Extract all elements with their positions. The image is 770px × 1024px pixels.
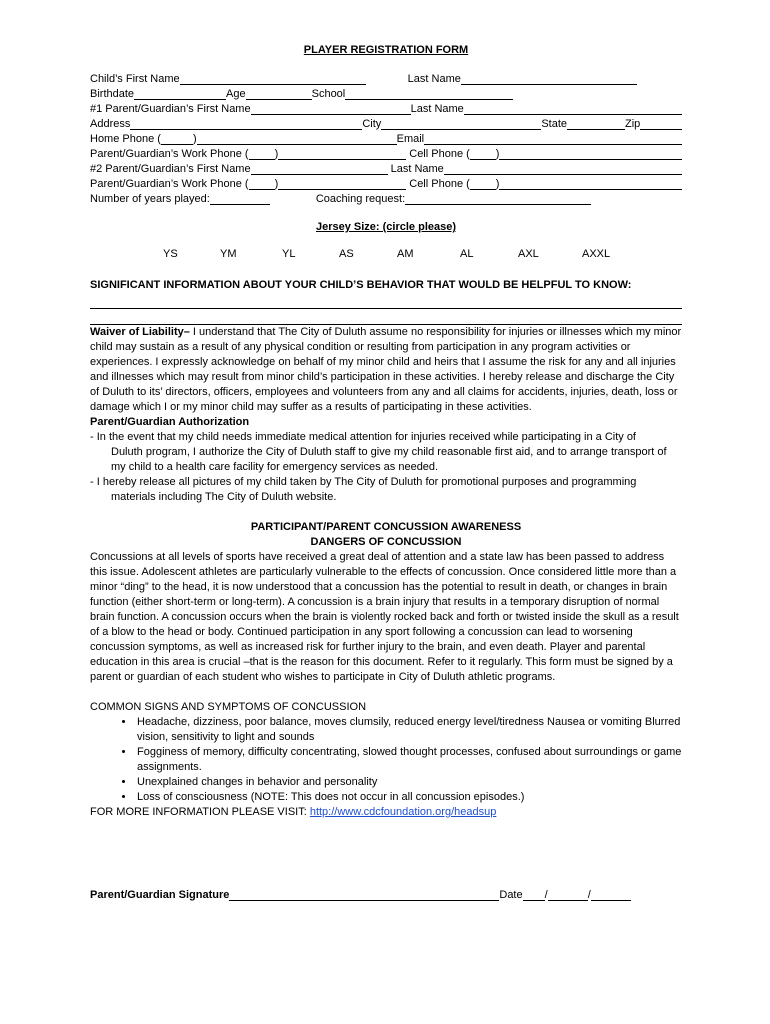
parent2-cell-phone-field[interactable]	[499, 178, 682, 190]
parent2-last-name-field[interactable]	[444, 163, 682, 175]
list-item: • Unexplained changes in behavior and personality	[135, 775, 682, 790]
waiver-text: I understand that The City of Duluth assume no responsibility for injuries or illnesses which my minor child may sustain as a result of any physical condition or resulting from participation in any program activities or experiences. I expressly acknowledge on behalf of my minor child and heirs that I assume the risk for any and all injuries and illnesses which may result from minor child’s participation in these activities. I hereby release and discharge the City of Duluth to its’ directors, officers, employees and volunteers from any and all claims for accidents, injuries, death, loss or damage which I or my minor child may suffer as a results of participating in these activities.	[90, 326, 682, 413]
zip-field[interactable]	[640, 118, 682, 130]
parent1-work-area-field[interactable]	[249, 148, 275, 160]
row-address	[90, 117, 682, 132]
date-month-field[interactable]	[523, 889, 545, 901]
address-label: Address	[90, 118, 131, 130]
jersey-size-al[interactable]: AL	[460, 248, 474, 260]
authorization-item-2-rest: materials including The City of Duluth website.	[111, 491, 337, 503]
state-label: State	[541, 118, 567, 130]
zip-label: Zip	[625, 118, 641, 130]
email-field[interactable]	[424, 133, 682, 145]
concussion-paragraph: Concussions at all levels of sports have received a great deal of attention and a state law has been passed to address this issue. Adolescent athletes are particularly vulnerable to the effects of concussion. Once considered little more than a minor “ding” to the head, it is now understood that a concussion has the potential to result in death, or changes in brain function (either short-term or long-term). A concussion is a brain injury that results in a temporary disruption of normal brain function. A concussion occurs when the brain is violently rocked back and forth or twisted inside the skull as a result of a blow to the head or body. Continued participation in any sport following a concussion can lead to worsening concussion symptoms, as well as increased risk for further injury to the brain, and even death. Player and parental education in this area is crucial –that is the reason for this document. Refer to it regularly. This form must be signed by a parent or guardian of each student who wishes to participate in City of Duluth athletic programs.	[90, 551, 679, 683]
parent1-first-name-label: #1 Parent/Guardian’s First Name	[90, 103, 251, 115]
signature-block	[90, 888, 650, 903]
parent1-work-phone-label: Parent/Guardian’s Work Phone (	[90, 148, 249, 160]
coaching-request-label: Coaching request:	[315, 193, 406, 205]
home-phone-paren: )	[192, 133, 197, 145]
date-slash-2: /	[587, 889, 591, 901]
parent2-cell-phone-label: Cell Phone (	[409, 178, 470, 190]
age-label: Age	[226, 88, 246, 100]
school-label: School	[311, 88, 346, 100]
behavior-line-2[interactable]	[90, 309, 682, 325]
parent2-last-name-label: Last Name	[390, 163, 444, 175]
child-first-name-label: Child’s First Name	[90, 73, 180, 85]
jersey-size-yl[interactable]: YL	[282, 248, 296, 260]
signature-row	[90, 888, 650, 903]
waiver-label: Waiver of Liability–	[90, 326, 190, 338]
row-child-name	[90, 72, 682, 87]
jersey-size-ys[interactable]: YS	[163, 248, 178, 260]
parent2-first-name-field[interactable]	[251, 163, 388, 175]
authorization-item-2	[90, 475, 682, 505]
years-played-field[interactable]	[210, 193, 270, 205]
registration-form	[90, 44, 682, 820]
parent1-work-paren: )	[274, 148, 279, 160]
row-home-phone	[90, 132, 682, 147]
parent1-work-phone-field[interactable]	[278, 148, 406, 160]
date-label: Date	[499, 889, 523, 901]
birthdate-label: Birthdate	[90, 88, 135, 100]
parent2-cell-area-field[interactable]	[470, 178, 496, 190]
date-year-field[interactable]	[591, 889, 631, 901]
home-phone-field[interactable]	[197, 133, 397, 145]
authorization-item-1-first: - In the event that my child needs immediate medical attention for injuries received while participating in a City of	[90, 431, 636, 443]
row-parent1-phones	[90, 147, 682, 162]
row-parent2-phones	[90, 177, 682, 192]
school-field[interactable]	[345, 88, 513, 100]
behavior-line-1[interactable]	[90, 293, 682, 309]
coaching-request-field[interactable]	[405, 193, 591, 205]
authorization-heading: Parent/Guardian Authorization	[90, 416, 250, 428]
jersey-size-axxl[interactable]: AXXL	[582, 248, 611, 260]
row-birthdate	[90, 87, 682, 102]
email-label: Email	[396, 133, 425, 145]
parent1-last-name-field[interactable]	[464, 103, 682, 115]
form-title: PLAYER REGISTRATION FORM	[303, 44, 469, 56]
city-label: City	[362, 118, 382, 130]
list-item: • Headache, dizziness, poor balance, moves clumsily, reduced energy level/tiredness Nausea or vomiting Blurred vision, sensitivity to light and sounds	[135, 715, 682, 745]
address-field[interactable]	[130, 118, 362, 130]
signature-field[interactable]	[229, 889, 499, 901]
parent2-cell-paren: )	[495, 178, 500, 190]
authorization-item-1-rest: Duluth program, I authorize the City of Duluth staff to give my child reasonable first aid, and to arrange transport of my child to a health care facility for emergency services as needed.	[111, 446, 667, 473]
signs-list	[90, 715, 682, 805]
home-phone-area-field[interactable]	[161, 133, 193, 145]
birthdate-field[interactable]	[134, 88, 226, 100]
list-item: • Loss of consciousness (NOTE: This does not occur in all concussion episodes.)	[135, 790, 682, 805]
parent1-cell-phone-field[interactable]	[499, 148, 682, 160]
behavior-heading: SIGNIFICANT INFORMATION ABOUT YOUR CHILD’S BEHAVIOR THAT WOULD BE HELPFUL TO KNOW:	[90, 279, 632, 291]
jersey-size-options	[90, 248, 682, 263]
jersey-size-heading: Jersey Size: (circle please)	[315, 221, 457, 233]
date-day-field[interactable]	[548, 889, 588, 901]
authorization-item-2-first: - I hereby release all pictures of my child taken by The City of Duluth for promotional purposes and programming	[90, 476, 637, 488]
parent1-cell-phone-label: Cell Phone (	[409, 148, 470, 160]
cdc-headsup-link[interactable]: http://www.cdcfoundation.org/headsup	[309, 806, 497, 818]
state-field[interactable]	[567, 118, 625, 130]
parent1-cell-area-field[interactable]	[470, 148, 496, 160]
date-slash-1: /	[544, 889, 548, 901]
authorization-item-1	[90, 430, 682, 475]
more-info-label: FOR MORE INFORMATION PLEASE VISIT:	[90, 806, 310, 818]
parent2-first-name-label: #2 Parent/Guardian’s First Name	[90, 163, 251, 175]
jersey-size-as[interactable]: AS	[339, 248, 354, 260]
list-item: • Fogginess of memory, difficulty concentrating, slowed thought processes, confused about surroundings or game assignments.	[135, 745, 682, 775]
parent1-last-name-label: Last Name	[410, 103, 464, 115]
jersey-size-axl[interactable]: AXL	[518, 248, 539, 260]
row-parent1	[90, 102, 682, 117]
city-field[interactable]	[381, 118, 541, 130]
concussion-heading-1: PARTICIPANT/PARENT CONCUSSION AWARENESS	[250, 521, 522, 533]
years-played-label: Number of years played:	[90, 193, 210, 205]
jersey-size-am[interactable]: AM	[397, 248, 414, 260]
parent1-first-name-field[interactable]	[251, 103, 411, 115]
signs-heading: COMMON SIGNS AND SYMPTOMS OF CONCUSSION	[90, 701, 367, 713]
parent2-work-area-field[interactable]	[249, 178, 275, 190]
parent2-work-paren: )	[274, 178, 279, 190]
row-years-coaching	[90, 192, 682, 207]
age-field[interactable]	[246, 88, 312, 100]
child-last-name-label: Last Name	[407, 73, 461, 85]
parent2-work-phone-label: Parent/Guardian’s Work Phone (	[90, 178, 249, 190]
child-last-name-field[interactable]	[461, 73, 637, 85]
concussion-heading-2: DANGERS OF CONCUSSION	[310, 536, 462, 548]
jersey-size-ym[interactable]: YM	[220, 248, 237, 260]
parent1-cell-paren: )	[495, 148, 500, 160]
child-first-name-field[interactable]	[180, 73, 366, 85]
row-parent2	[90, 162, 682, 177]
waiver-paragraph	[90, 325, 682, 415]
more-info-line	[90, 805, 682, 820]
home-phone-label: Home Phone (	[90, 133, 161, 145]
signature-label: Parent/Guardian Signature	[90, 889, 230, 901]
parent2-work-phone-field[interactable]	[278, 178, 406, 190]
